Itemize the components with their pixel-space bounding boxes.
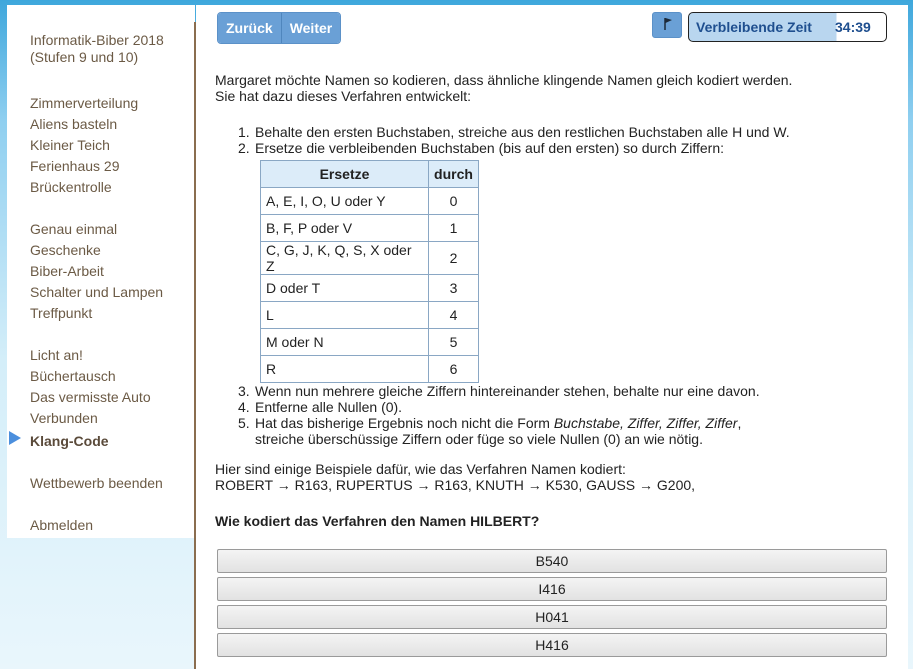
step-2: 2. Ersetze die verbleibenden Buchstaben (bis auf den ersten) so durch Ziffern: xyxy=(238,140,725,156)
contest-title: Informatik-Biber 2018 (Stufen 9 und 10) xyxy=(30,32,164,65)
table-row: A, E, I, O, U oder Y 0 xyxy=(261,188,479,215)
timer-label: Verbleibende Zeit xyxy=(696,19,812,35)
back-button[interactable]: Zurück xyxy=(218,13,281,43)
answer-button-i416[interactable]: I416 xyxy=(217,577,887,601)
sidebar-item-zimmerverteilung[interactable]: Zimmerverteilung xyxy=(30,95,139,111)
sidebar-item-treffpunkt[interactable]: Treffpunkt xyxy=(30,305,93,321)
table-header-replace: Ersetze xyxy=(261,161,429,188)
sidebar-item-kleiner-teich[interactable]: Kleiner Teich xyxy=(30,137,110,153)
sidebar-item-aliens-basteln[interactable]: Aliens basteln xyxy=(30,116,118,132)
sidebar-item-licht-an[interactable]: Licht an! xyxy=(30,347,83,363)
flag-icon xyxy=(653,13,681,37)
sidebar-item-ferienhaus-29[interactable]: Ferienhaus 29 xyxy=(30,158,120,174)
logout-link[interactable]: Abmelden xyxy=(30,517,94,533)
answer-button-h041[interactable]: H041 xyxy=(217,605,887,629)
step-5-continued: streiche überschüssige Ziffern oder füge so viele Nullen (0) an wie nötig. xyxy=(255,431,703,447)
step-3: 3. Wenn nun mehrere gleiche Ziffern hintereinander stehen, behalte nur eine davon. xyxy=(238,383,760,399)
answer-button-h416[interactable]: H416 xyxy=(217,633,887,657)
remaining-time-display xyxy=(688,12,887,42)
table-row: B, F, P oder V 1 xyxy=(261,215,479,242)
table-row: L 4 xyxy=(261,302,479,329)
table-row: C, G, J, K, Q, S, X oder Z 2 xyxy=(261,242,479,275)
timer-value: 34:39 xyxy=(835,19,871,35)
sidebar-item-geschenke[interactable]: Geschenke xyxy=(30,242,101,258)
step-4: 4. Entferne alle Nullen (0). xyxy=(238,399,403,415)
table-row: R 6 xyxy=(261,356,479,383)
table-header-by: durch xyxy=(429,161,479,188)
question-text: Wie kodiert das Verfahren den Namen HILBERT? xyxy=(215,513,540,529)
answer-button-b540[interactable]: B540 xyxy=(217,549,887,573)
step-1: 1. Behalte den ersten Buchstaben, streiche aus den restlichen Buchstaben alle H und W. xyxy=(238,124,790,140)
replacement-table xyxy=(260,160,479,383)
end-contest-link[interactable]: Wettbewerb beenden xyxy=(30,475,163,491)
sidebar-item-verbunden[interactable]: Verbunden xyxy=(30,410,98,426)
nav-button-group xyxy=(217,12,341,44)
table-row: M oder N 5 xyxy=(261,329,479,356)
sidebar-item-genau-einmal[interactable]: Genau einmal xyxy=(30,221,118,237)
sidebar-item-klang-code[interactable]: Klang-Code xyxy=(30,433,109,449)
active-task-arrow-icon xyxy=(9,431,21,445)
next-button[interactable]: Weiter xyxy=(281,13,341,43)
sidebar-item-buechertausch[interactable]: Büchertausch xyxy=(30,368,116,384)
step-5: 5. Hat das bisherige Ergebnis noch nicht die Form Buchstabe, Ziffer, Ziffer, Ziffer, xyxy=(238,415,742,431)
sidebar-item-schalter-und-lampen[interactable]: Schalter und Lampen xyxy=(30,284,164,300)
flag-button[interactable] xyxy=(652,12,682,38)
sidebar-item-das-vermisste-auto[interactable]: Das vermisste Auto xyxy=(30,389,151,405)
sidebar-divider xyxy=(194,22,196,669)
task-intro: Margaret möchte Namen so kodieren, dass ähnliche klingende Namen gleich kodiert werden. Sie hat dazu dieses Verfahren entwickelt: xyxy=(215,72,793,104)
examples: Hier sind einige Beispiele dafür, wie das Verfahren Namen kodiert: ROBERT → R163, RUPERTUS → R163, KNUTH → K530, GAUSS → G200, xyxy=(215,461,696,493)
sidebar-item-biber-arbeit[interactable]: Biber-Arbeit xyxy=(30,263,104,279)
sidebar-item-brueckentrolle[interactable]: Brückentrolle xyxy=(30,179,112,195)
table-row: D oder T 3 xyxy=(261,275,479,302)
